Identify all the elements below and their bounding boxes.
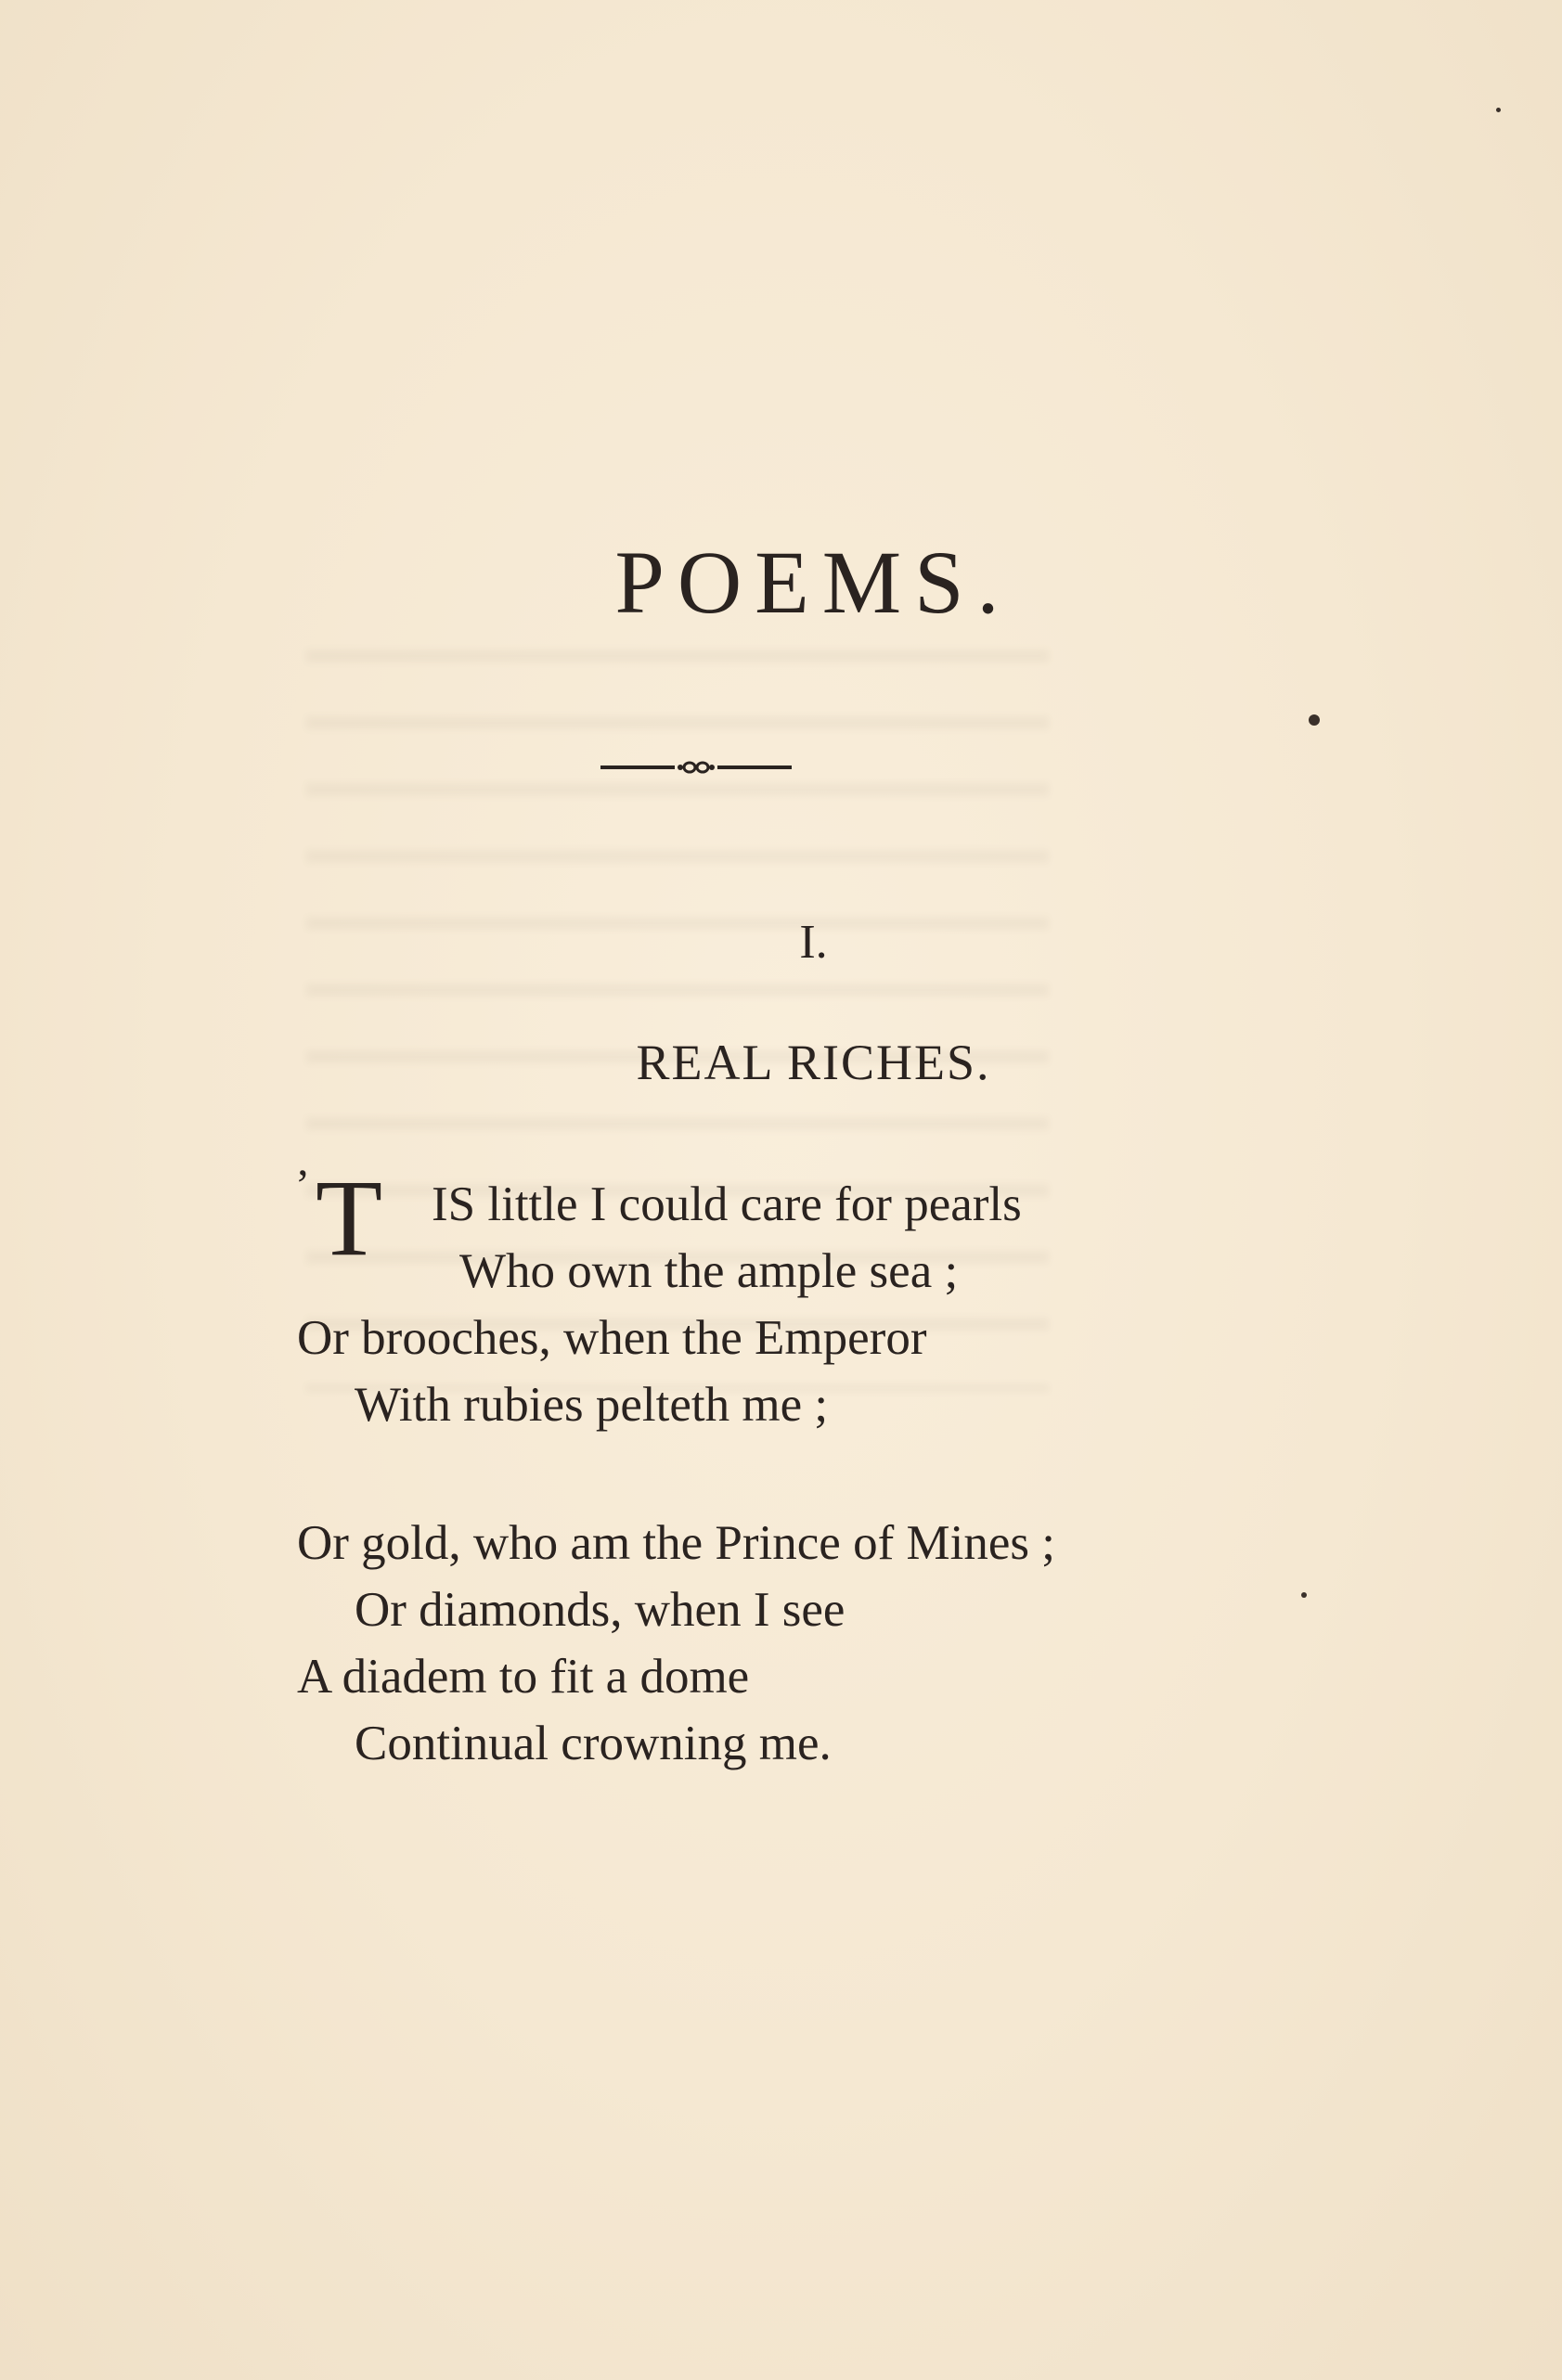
verse-line-1: IS little I could care for pearls [432,1177,1022,1231]
stanza-2 [297,1510,1055,1777]
verse-line: Or diamonds, when I see [355,1583,846,1637]
stanza-1 [297,1238,958,1438]
verse-line: Continual crowning me. [355,1717,832,1770]
verse-line: A diadem to fit a dome [297,1650,750,1704]
poem-number: I. [799,916,828,969]
drop-cap: T [316,1157,383,1279]
verse-line: With rubies pelteth me ; [355,1378,829,1432]
verse-line: Or brooches, when the Emperor [297,1311,927,1365]
ink-speck [1301,1592,1307,1598]
verse-line: Or gold, who am the Prince of Mines ; [297,1516,1055,1570]
poem-title: REAL RICHES. [636,1035,991,1090]
divider-ornament-icon [599,753,794,781]
ink-speck [1309,714,1320,726]
drop-apostrophe: ’ [295,1161,310,1210]
ink-speck [1496,108,1501,112]
page-title: POEMS. [614,533,1013,632]
verse-line: Who own the ample sea ; [459,1244,959,1298]
